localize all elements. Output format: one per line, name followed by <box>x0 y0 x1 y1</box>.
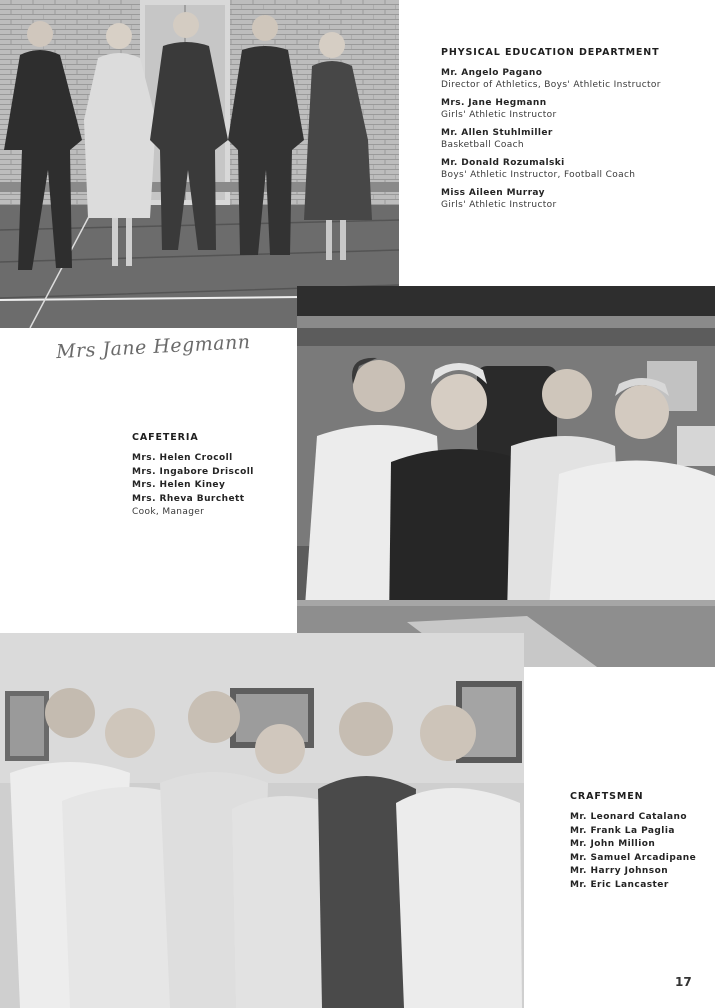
staff-role: Basketball Coach <box>441 140 524 150</box>
cafeteria-staff-photo <box>297 286 715 667</box>
craftsman-name: Mr. Samuel Arcadipane <box>570 852 697 863</box>
staff-name: Mr. Angelo Pagano <box>441 68 543 78</box>
phys-ed-heading: PHYSICAL EDUCATION DEPARTMENT <box>441 47 660 58</box>
phys-ed-entry <box>441 187 701 211</box>
staff-name: Mr. Donald Rozumalski <box>441 158 565 168</box>
handwritten-signature: Mrs Jane Hegmann <box>55 330 252 364</box>
phys-ed-staff-photo <box>0 0 399 328</box>
cafeteria-heading: CAFETERIA <box>132 432 199 443</box>
phys-ed-section <box>441 47 701 217</box>
phys-ed-entry <box>441 67 701 91</box>
phys-ed-entry <box>441 97 701 121</box>
staff-role: Director of Athletics, Boys' Athletic Instructor <box>441 80 661 90</box>
cafeteria-member: Mrs. Ingabore Driscoll <box>132 466 254 477</box>
staff-name: Miss Aileen Murray <box>441 188 545 198</box>
craftsman-name: Mr. Leonard Catalano <box>570 812 687 822</box>
cafeteria-member: Mrs. Helen Kiney <box>132 480 226 490</box>
phys-ed-entry <box>441 157 701 181</box>
staff-role: Girls' Athletic Instructor <box>441 200 557 210</box>
cafeteria-member: Mrs. Helen Crocoll <box>132 453 233 463</box>
staff-role: Boys' Athletic Instructor, Football Coach <box>441 170 636 180</box>
staff-name: Mr. Allen Stuhlmiller <box>441 128 553 138</box>
cafeteria-section <box>132 432 292 519</box>
craftsmen-heading: CRAFTSMEN <box>570 791 644 802</box>
staff-name: Mrs. Jane Hegmann <box>441 98 547 108</box>
craftsman-name: Mr. Frank La Paglia <box>570 825 675 836</box>
page-number: 17 <box>675 975 692 989</box>
craftsman-name: Mr. Harry Johnson <box>570 866 669 876</box>
staff-role: Girls' Athletic Instructor <box>441 110 557 120</box>
craftsmen-section <box>570 791 710 892</box>
phys-ed-entry <box>441 127 701 151</box>
cafeteria-note: Cook, Manager <box>132 507 205 517</box>
craftsman-name: Mr. Eric Lancaster <box>570 879 669 890</box>
craftsmen-photo <box>0 633 524 1008</box>
cafeteria-member: Mrs. Rheva Burchett <box>132 493 245 504</box>
craftsman-name: Mr. John Million <box>570 839 656 849</box>
